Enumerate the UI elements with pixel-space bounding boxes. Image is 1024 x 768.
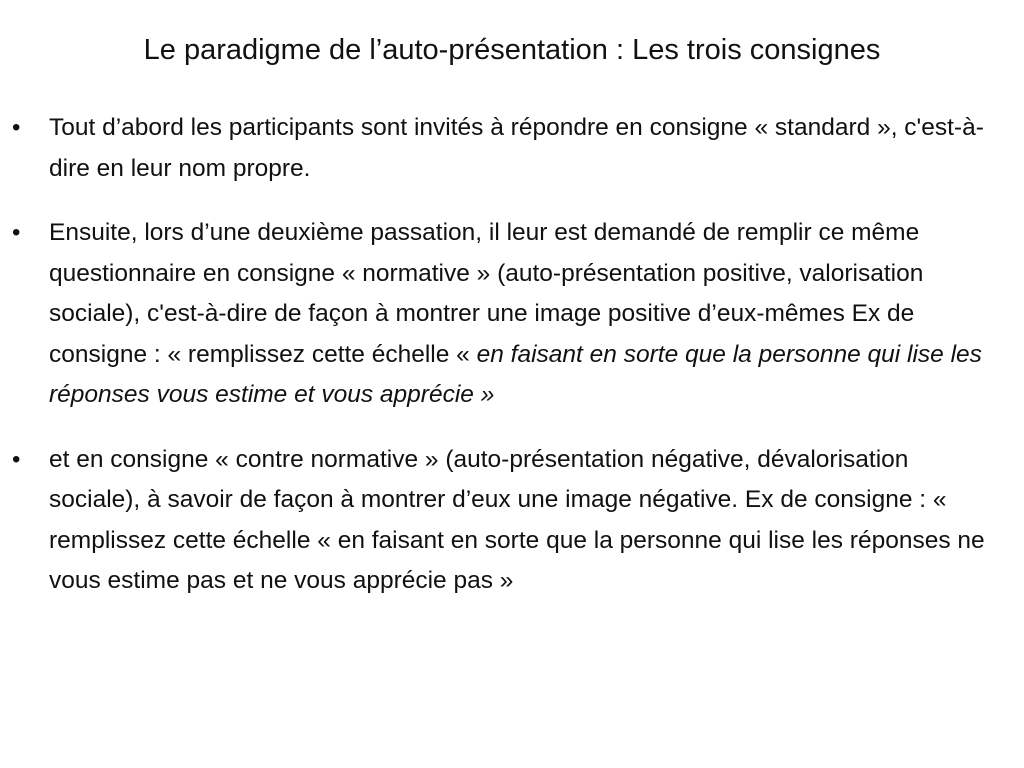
slide-title: Le paradigme de l’auto-présentation : Les trois consignes xyxy=(143,34,881,66)
bullet-text-normative-italic: en faisant en sorte que la personne qui lise les réponses vous estime et vous apprécie » xyxy=(49,340,982,408)
bullet-list xyxy=(0,108,1024,626)
bullet-icon: • xyxy=(12,445,21,473)
bullet-text-normative: Ensuite, lors d’une deuxième passation, il leur est demandé de remplir ce même questionnaire en consigne « normative » (auto-présentation positive, valorisation sociale), c'est-à-dire de façon à montrer une image positive d’eux-mêmes Ex de consigne : « remplissez cette échelle « xyxy=(49,219,924,368)
bullet-text-counter-normative: et en consigne « contre normative » (auto-présentation négative, dévalorisation sociale), à savoir de façon à montrer d’eux une image négative. Ex de consigne : « remplissez cette échelle « en faisant en sorte que la personne qui lise les réponses ne vous estime pas et ne vous apprécie pas » xyxy=(49,445,985,594)
bullet-item-counter-normative xyxy=(0,440,999,602)
bullet-icon: • xyxy=(12,219,21,246)
bullet-icon: • xyxy=(12,114,21,141)
bullet-text-standard: Tout d’abord les participants sont invités à répondre en consigne « standard », c'est-à-dire en leur nom propre. xyxy=(49,114,984,182)
bullet-item-normative xyxy=(0,213,999,416)
bullet-item-standard xyxy=(0,108,999,189)
